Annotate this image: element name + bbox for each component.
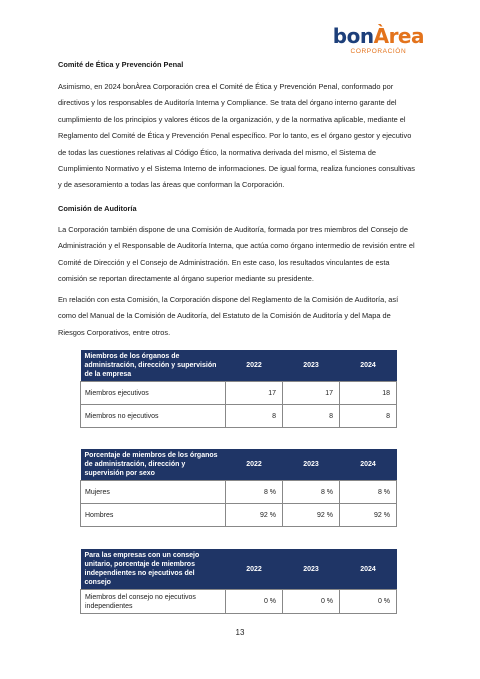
cell-value: 92 % [283, 504, 340, 527]
cell-value: 0 % [340, 590, 397, 614]
table-row [81, 382, 397, 405]
cell-value: 8 [283, 405, 340, 428]
cell-value: 92 % [340, 504, 397, 527]
year-header: 2023 [283, 549, 340, 590]
row-label: Miembros del consejo no ejecutivos independientes [81, 590, 226, 614]
year-header: 2024 [340, 350, 397, 382]
table-header-row [81, 449, 397, 481]
table-row [81, 481, 397, 504]
cell-value: 18 [340, 382, 397, 405]
table-row [81, 504, 397, 527]
table-header-title: Para las empresas con un consejo unitario, porcentaje de miembros independientes no ejecutivos del consejo [81, 549, 226, 590]
cell-value: 8 % [226, 481, 283, 504]
cell-value: 92 % [226, 504, 283, 527]
row-label: Hombres [81, 504, 226, 527]
row-label: Miembros no ejecutivos [81, 405, 226, 428]
table-board-members [80, 350, 397, 428]
table-row [81, 405, 397, 428]
logo-wordmark: bonÀrea [332, 24, 424, 48]
cell-value: 8 [226, 405, 283, 428]
table-header-row [81, 350, 397, 382]
paragraph-audit-regulations: En relación con esta Comisión, la Corporación dispone del Reglamento de la Comisión de Auditoría, así como del Manual de la Comisión de Auditoría, del Estatuto de la Comisión de Auditoría y del Mapa de Riesgos Corporativos, entre otros. [58, 295, 399, 337]
year-header: 2023 [283, 449, 340, 481]
logo-subtitle: CORPORACIÓN [350, 48, 407, 55]
year-header: 2024 [340, 549, 397, 590]
year-header: 2023 [283, 350, 340, 382]
company-logo [333, 26, 424, 55]
row-label: Miembros ejecutivos [81, 382, 226, 405]
year-header: 2022 [226, 350, 283, 382]
cell-value: 8 % [283, 481, 340, 504]
table-header-title: Miembros de los órganos de administración, dirección y supervisión de la empresa [81, 350, 226, 382]
paragraph-audit-commission: La Corporación también dispone de una Comisión de Auditoría, formada por tres miembros del Consejo de Administración y el Responsable de Auditoría Interna, que actúa como órgano intermedio de revisión entre el Comité de Dirección y el Consejo de Administración. En este caso, los resultados vinculantes de esta comisión se reportan directamente al órgano superior mediante su presidente. [58, 225, 415, 284]
cell-value: 8 [340, 405, 397, 428]
year-header: 2024 [340, 449, 397, 481]
table-independent-members [80, 549, 397, 614]
paragraph-ethics-committee: Asimismo, en 2024 bonÀrea Corporación crea el Comité de Ética y Prevención Penal, conformado por directivos y los responsables de Auditoría Interna y Compliance. Se trata del órgano interno garante del cumplimiento de los principios y valores éticos de la organización, y de la normativa aplicable, mediante el Reglamento del Comité de Ética y Prevención Penal específico. Por lo tanto, es el órgano gestor y ejecutivo de todas las cuestiones relativas al Código Ético, la normativa derivada del mismo, el Sistema de Cumplimiento Normativo y el Sistema Interno de informaciones. De igual forma, realiza funciones consultivas y de asesoramiento a todas las áreas que conforman la Corporación. [58, 82, 415, 190]
cell-value: 0 % [226, 590, 283, 614]
year-header: 2022 [226, 449, 283, 481]
cell-value: 8 % [340, 481, 397, 504]
cell-value: 17 [283, 382, 340, 405]
section-heading-audit-commission: Comisión de Auditoría [58, 204, 137, 213]
row-label: Mujeres [81, 481, 226, 504]
table-header-row [81, 549, 397, 590]
table-members-by-sex [80, 449, 397, 527]
table-header-title: Porcentaje de miembros de los órganos de administración, dirección y supervisión por sexo [81, 449, 226, 481]
table-row [81, 590, 397, 614]
cell-value: 0 % [283, 590, 340, 614]
year-header: 2022 [226, 549, 283, 590]
cell-value: 17 [226, 382, 283, 405]
section-heading-ethics-committee: Comité de Ética y Prevención Penal [58, 60, 184, 69]
page-number: 13 [235, 628, 245, 637]
